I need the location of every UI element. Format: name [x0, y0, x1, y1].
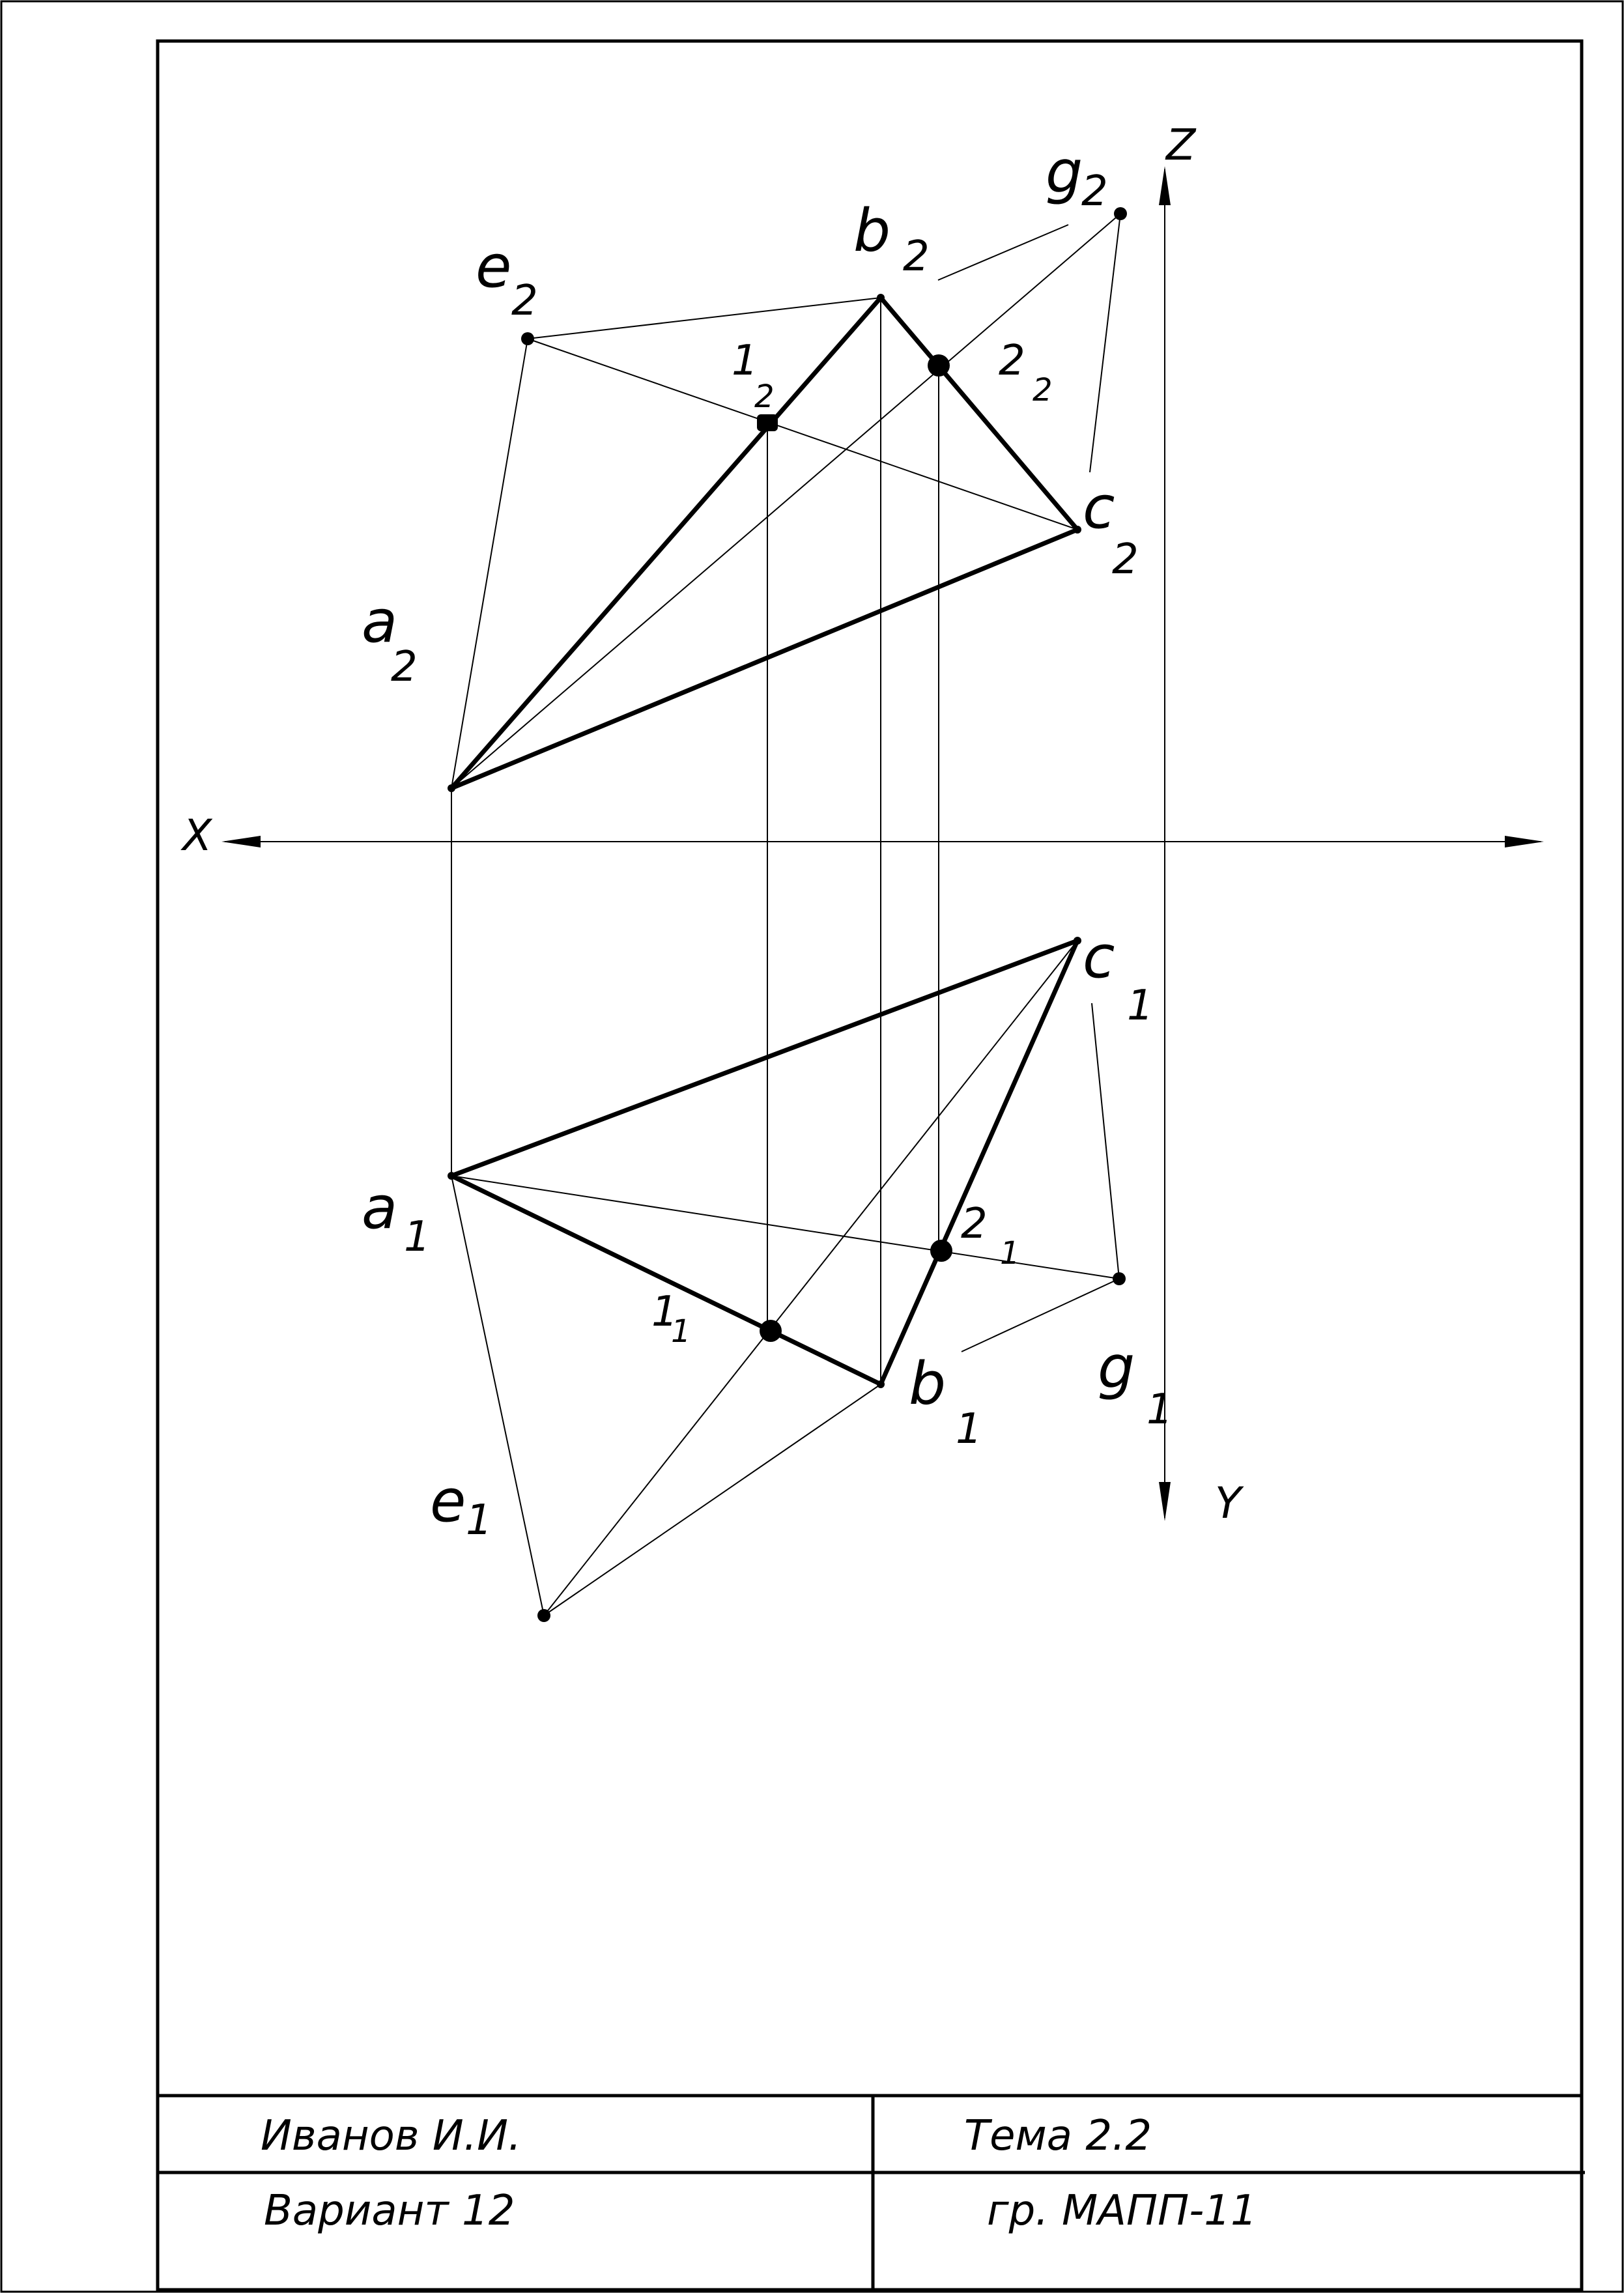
title-student: Иванов И.И.	[261, 2112, 522, 2160]
point-g1	[1113, 1272, 1126, 1285]
label-a1-sub: 1	[404, 1213, 431, 1261]
label-b2-main: b	[853, 197, 891, 265]
point-1-1	[760, 1320, 782, 1342]
axis-z-label: Z	[1166, 120, 1196, 170]
point-e1	[537, 1609, 550, 1622]
label-e1-sub: 1	[466, 1496, 492, 1545]
label-e2-main: e	[476, 233, 512, 301]
axis-y-label: Y	[1215, 1478, 1242, 1528]
point-g2	[1114, 207, 1127, 220]
triangle-abc-horizontal	[451, 941, 1077, 1384]
label-b1-main: b	[909, 1350, 947, 1418]
label-b1-sub: 1	[956, 1405, 982, 1453]
title-topic: Тема 2.2	[964, 2112, 1152, 2160]
label-1-2-sub: 2	[754, 378, 775, 415]
label-e1-main: e	[430, 1467, 466, 1535]
point-e2	[521, 332, 534, 345]
title-group: гр. МАПП-11	[987, 2187, 1257, 2235]
point-1-2	[757, 414, 778, 431]
label-c2-main: c	[1083, 474, 1115, 542]
horizontal-projection-thin-lines	[451, 941, 1119, 1616]
axis-labels	[180, 120, 1244, 1528]
z-axis	[1159, 166, 1171, 842]
label-e2-sub: 2	[511, 277, 538, 325]
label-g1-sub: 1	[1147, 1386, 1173, 1434]
label-g2-main: g	[1046, 138, 1083, 207]
point-b2	[877, 294, 885, 302]
label-c2-sub: 2	[1112, 535, 1139, 584]
frontal-projection-thin-lines	[451, 214, 1120, 1384]
title-variant: Вариант 12	[264, 2187, 515, 2235]
point-2-2	[928, 354, 950, 377]
title-block	[158, 2096, 1585, 2290]
label-2-1-main: 2	[961, 1200, 988, 1248]
point-c1	[1074, 937, 1081, 945]
label-1-1-sub: 1	[671, 1313, 691, 1350]
label-a1-main: a	[362, 1174, 398, 1242]
points	[448, 207, 1127, 1622]
axis-x-label: X	[182, 810, 212, 861]
label-c1-main: c	[1083, 923, 1115, 991]
label-1-2-main: 1	[732, 337, 758, 385]
point-c2	[1074, 526, 1081, 534]
outer-border	[1, 1, 1623, 2292]
label-2-1-sub: 1	[1000, 1235, 1020, 1272]
label-2-2-sub: 2	[1033, 372, 1053, 408]
label-1-1-main: 1	[651, 1288, 678, 1336]
triangle-abc-frontal	[451, 298, 1077, 788]
label-b2-sub: 2	[903, 233, 930, 281]
label-a2-main: a	[362, 588, 398, 656]
point-a1	[448, 1172, 455, 1180]
label-a2-sub: 2	[391, 643, 418, 691]
point-a2	[448, 784, 455, 792]
label-2-2-main: 2	[999, 337, 1025, 385]
drawing-frame	[158, 41, 1582, 2290]
x-axis	[221, 836, 1544, 847]
label-g2-sub: 2	[1081, 167, 1108, 216]
point-b1	[877, 1380, 885, 1388]
label-g1-main: g	[1098, 1333, 1135, 1402]
label-c1-sub: 1	[1127, 982, 1154, 1030]
point-2-1	[930, 1240, 952, 1262]
